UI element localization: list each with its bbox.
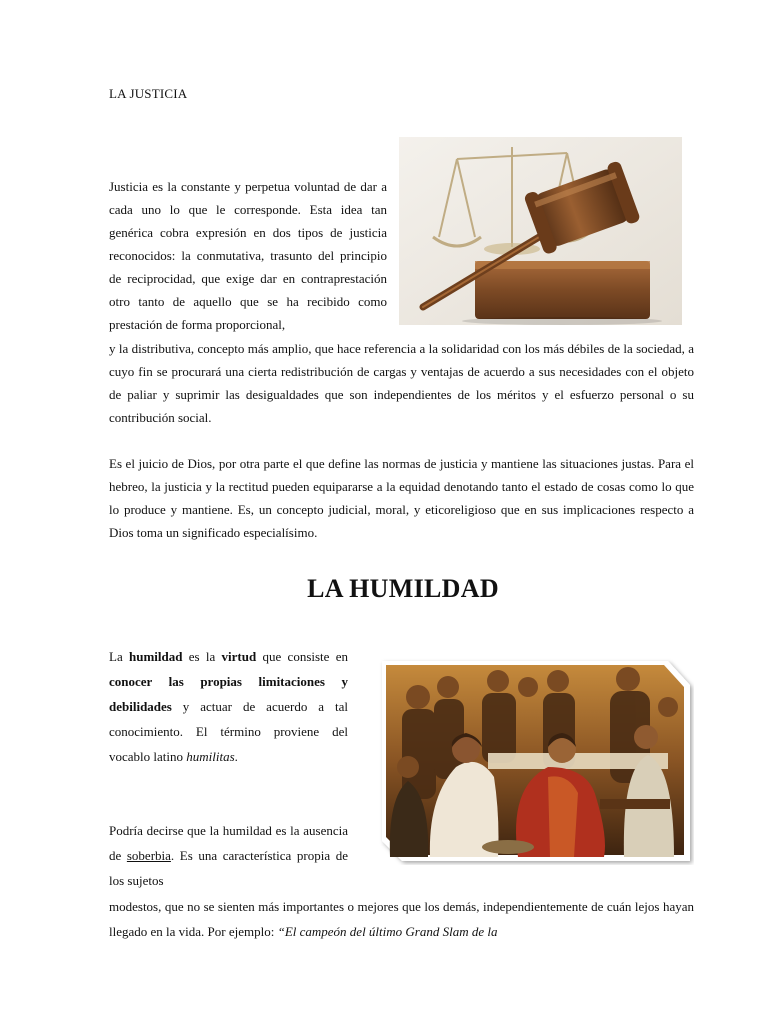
gavel-scales-image: [399, 137, 682, 325]
section-title-humildad: LA HUMILDAD: [307, 574, 499, 603]
washing-feet-painting: [378, 657, 694, 865]
soberbia-link[interactable]: soberbia: [126, 848, 171, 863]
humildad-paragraph-1: La humildad es la virtud que consiste en conocer las propias limitaciones y debilidades y actuar de acuerdo a tal conocimiento. El término proviene del vocablo latino humilitas.: [109, 649, 348, 764]
humildad-paragraph-3: modestos, que no se sienten más importantes o mejores que los demás, independientemente de cuán lejos hayan llegado en la vida. Por ejemplo: “El campeón del último Grand Slam de la: [109, 899, 694, 939]
section-title-justicia: LA JUSTICIA: [109, 86, 188, 101]
humildad-paragraph-2: Podría decirse que la humildad es la ausencia de soberbia. Es una característica propia de los sujetos: [109, 823, 348, 888]
justicia-paragraph-2: Es el juicio de Dios, por otra parte el que define las normas de justicia y mantiene las situaciones justas. Para el hebreo, la justicia y la rectitud pueden equipararse a la equidad denotando tanto el estado de cosas como lo que lo produce y mantiene. Es, un concepto judicial, moral, y eticoreligioso que en sus implicaciones respecto a Dios toma un significado especialísimo.: [109, 456, 694, 540]
justicia-paragraph-1-wrapped: Justicia es la constante y perpetua voluntad de dar a cada uno lo que le corresponde. Esta idea tan genérica cobra expresión en dos tipos de justicia reconocidos: la conmutativa, trasunto del principio de reciprocidad, que exige dar en contraprestación otro tanto de aquello que se ha recibido como prestación de forma proporcional,: [109, 179, 387, 332]
justicia-paragraph-1-continued: y la distributiva, concepto más amplio, que hace referencia a la solidaridad con los más débiles de la sociedad, a cuyo fin se procurará una cierta redistribución de cargas y ventajas de acuerdo a sus necesidades con el objeto de paliar y suprimir las desigualdades que son independientes de los méritos y el esfuerzo personal o su contribución social.: [109, 341, 694, 425]
